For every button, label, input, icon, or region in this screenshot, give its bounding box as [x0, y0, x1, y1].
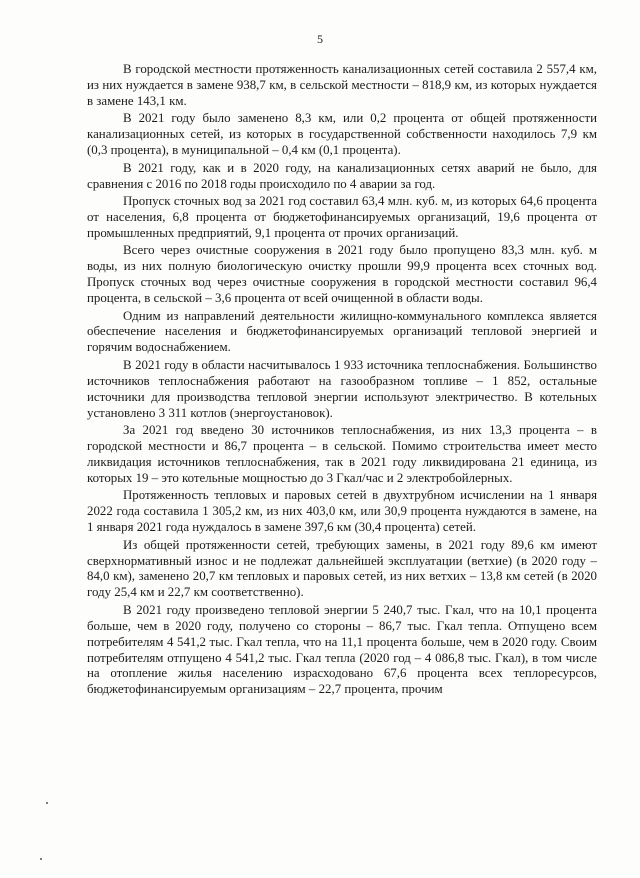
paragraph: В 2021 году произведено тепловой энергии 5 240,7 тыс. Гкал, что на 10,1 процента больше, чем в 2020 году, получено со стороны – 86,7 тыс. Гкал тепла. Отпущено всем потребителям 4 541,2 тыс. Гкал тепла, что на 11,1 процента больше, чем в 2020 году. Своим потребителям отпущено 4 541,2 тыс. Гкал тепла (2020 год – 4 086,8 тыс. Гкал), в том числе на отопление жилья населению израсходовано 67,6 процента всех теплоресурсов, бюджетофинансируемым организациям – 22,7 процента, прочим [87, 602, 597, 697]
paragraph: В 2021 году, как и в 2020 году, на канализационных сетях аварий не было, для сравнения с 2016 по 2018 годы происходило по 4 аварии за год. [87, 160, 597, 191]
paragraph: В городской местности протяженность канализационных сетей составила 2 557,4 км, из них нуждается в замене 938,7 км, в сельской местности – 818,9 км, из которых нуждается в замене 143,1 км. [87, 62, 597, 108]
body-text [87, 62, 597, 700]
scan-speck [40, 858, 42, 860]
scan-speck [46, 802, 48, 804]
page-number: 5 [317, 32, 323, 46]
paragraph: Пропуск сточных вод за 2021 год составил 63,4 млн. куб. м, из которых 64,6 процента от населения, 6,8 процента от бюджетофинансируемых организаций, 19,6 процента от промышленных предприятий, 9,1 процента от прочих организаций. [87, 194, 597, 240]
paragraph: В 2021 году было заменено 8,3 км, или 0,2 процента от общей протяженности канализационных сетей, из которых в государственной собственности находилось 7,9 км (0,3 процента), в муниципальной – 0,4 км (0,1 процента). [87, 111, 597, 158]
paragraph: Одним из направлений деятельности жилищно-коммунального комплекса является обеспечение населения и бюджетофинансируемых организаций тепловой энергией и горячим водоснабжением. [87, 308, 597, 355]
paragraph: Всего через очистные сооружения в 2021 году было пропущено 83,3 млн. куб. м воды, из них полную биологическую очистку прошли 99,9 процента всех сточных вод. Пропуск сточных вод через очистные сооружения в городской местности составил 96,4 процента, в сельской – 3,6 процента от всей очищенной в области воды. [87, 243, 597, 306]
paragraph: За 2021 год введено 30 источников теплоснабжения, из них 13,3 процента – в городской местности и 86,7 процента – в сельской. Помимо строительства имеет место ликвидация источников теплоснабжения, так в 2021 году ликвидирована 21 единица, из которых 19 – это котельные мощностью до 3 Гкал/час и 2 электробойлерных. [87, 423, 597, 485]
paragraph: Протяженность тепловых и паровых сетей в двухтрубном исчислении на 1 января 2022 года составила 1 305,2 км, из них 403,0 км, или 30,9 процента нуждаются в замене, на 1 января 2021 года нуждалось в замене 397,6 км (30,4 процента) сетей. [87, 488, 597, 535]
paragraph: Из общей протяженности сетей, требующих замены, в 2021 году 89,6 км имеют сверхнормативный износ и не подлежат дальнейшей эксплуатации (ветхие) (в 2020 году – 84,0 км), заменено 20,7 км тепловых и паровых сетей, из них ветхих – 13,8 км сетей (в 2020 году 25,4 км и 22,7 км соответственно). [87, 537, 597, 600]
paragraph: В 2021 году в области насчитывалось 1 933 источника теплоснабжения. Большинство источников теплоснабжения работают на газообразном топливе – 1 852, остальные источники для производства тепловой энергии используют электричество. В котельных установлено 3 311 котлов (энергоустановок). [87, 357, 597, 420]
